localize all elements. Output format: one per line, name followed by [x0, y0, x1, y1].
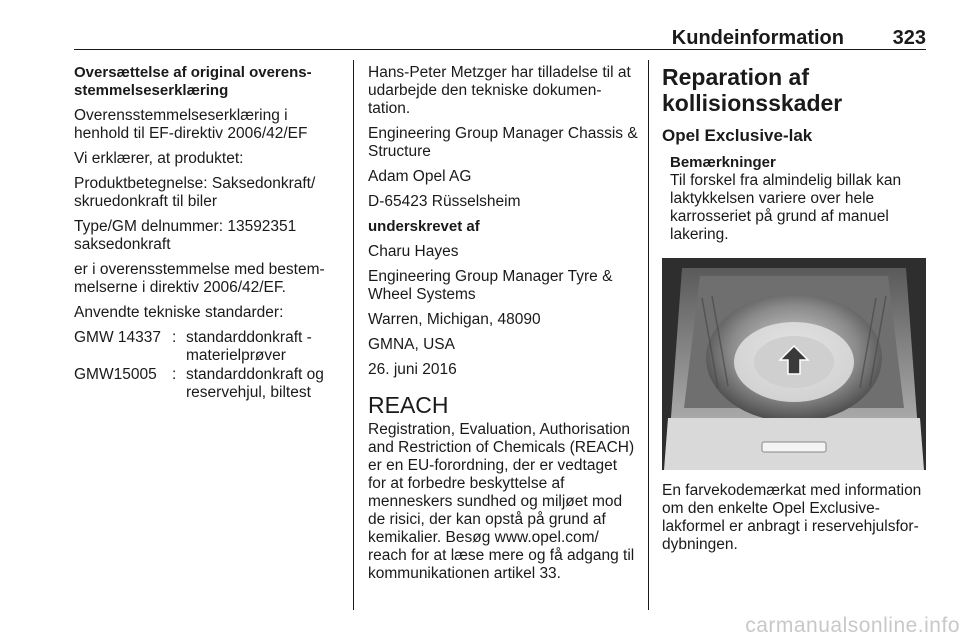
- paint-subheading: Opel Exclusive-lak: [662, 126, 813, 145]
- signed-by-label: underskrevet af: [368, 218, 480, 235]
- column-2: [368, 64, 638, 590]
- note-text: Til forskel fra almindelig billak kan laktykkelsen variere over hele karrosseriet på grund af manuel lakering.: [670, 172, 902, 243]
- paragraph: Engineering Group Manager Chassis & Structure: [368, 125, 638, 160]
- paragraph: er i overensstemmelse med bestemmelserne i direktiv 2006/42/EF.: [74, 261, 325, 296]
- column-divider-1: [353, 60, 354, 610]
- paragraph: Anvendte tekniske standarder:: [74, 304, 284, 321]
- page-number: 323: [892, 27, 926, 49]
- repair-heading: Reparation af kollisionsskader: [662, 64, 843, 116]
- paragraph: Vi erklærer, at produktet:: [74, 150, 244, 167]
- note-label: Bemærkninger: [670, 154, 776, 171]
- standard-description: standarddonkraft - materielprøver: [186, 329, 312, 364]
- standard-separator: :: [172, 329, 177, 346]
- standard-description: standarddonkraft og reservehjul, biltest: [186, 366, 324, 401]
- paragraph: Hans-Peter Metzger har tilladelse til at udarbejde den tekniske dokumentation.: [368, 64, 631, 117]
- paragraph: Engineering Group Manager Tyre & Wheel Systems: [368, 268, 613, 303]
- header-divider: [74, 49, 926, 50]
- standard-separator: :: [172, 366, 177, 383]
- reach-heading: REACH: [368, 392, 449, 418]
- standard-code: GMW15005: [74, 366, 157, 383]
- column-3: [662, 64, 928, 554]
- paragraph: 26. juni 2016: [368, 361, 457, 378]
- column-1: [74, 64, 342, 403]
- figure-caption: En farvekodemærkat med information om den enkelte Opel Exclusive-lakformel er anbragt i reservehjulsfordybningen.: [662, 482, 922, 553]
- paragraph: Type/GM delnummer: 13592351 saksedonkraft: [74, 218, 297, 253]
- paragraph: GMNA, USA: [368, 336, 455, 353]
- page-header: [74, 0, 926, 50]
- standard-row: [74, 329, 342, 365]
- watermark: carmanualsonline.info: [745, 614, 960, 637]
- paragraph: Adam Opel AG: [368, 168, 472, 185]
- standard-code: GMW 14337: [74, 329, 162, 346]
- paragraph: Charu Hayes: [368, 243, 459, 260]
- declaration-heading: Oversættelse af original overensstemmelseserklæring: [74, 64, 312, 99]
- standard-row: [74, 366, 342, 402]
- trunk-spare-wheel-well-image: [662, 258, 926, 470]
- column-divider-2: [648, 60, 649, 610]
- paragraph: Overensstemmelseserklæring i henhold til EF-direktiv 2006/42/EF: [74, 107, 308, 142]
- trunk-illustration: [662, 258, 926, 470]
- section-title: Kundeinformation: [671, 27, 844, 49]
- reach-paragraph: Registration, Evaluation, Authorisation and Restriction of Chemicals (REACH) er en EU-forordning, der er vedtaget for at forbedre beskyttelse af menneskers sundhed og miljøet mod de risici, der kan opstå på grund af kemikalier. Besøg www.opel.com/ reach for at læse mere og få adgang til kommunikationen artikel 33.: [368, 421, 635, 582]
- paragraph: D-65423 Rüsselsheim: [368, 193, 521, 210]
- standards-list: [74, 329, 342, 402]
- paragraph: Warren, Michigan, 48090: [368, 311, 541, 328]
- note-block: [662, 154, 928, 244]
- paragraph: Produktbetegnelse: Saksedonkraft/ skruedonkraft til biler: [74, 175, 316, 210]
